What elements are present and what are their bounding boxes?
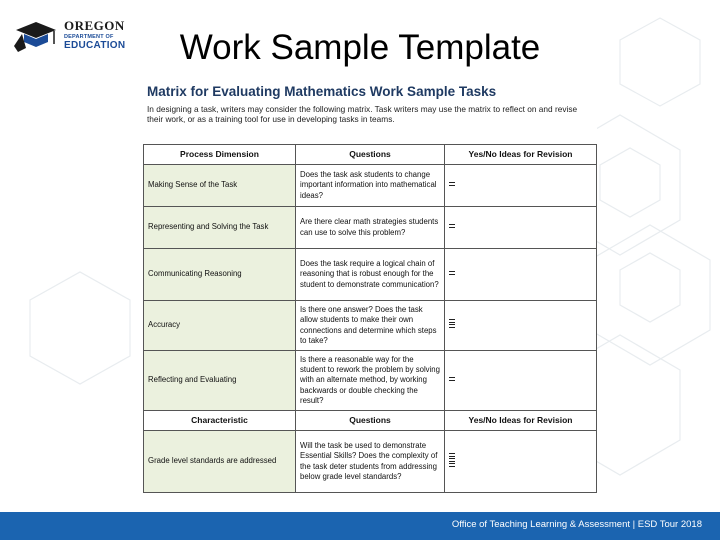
checkbox-group bbox=[449, 181, 455, 187]
logo-dept-line: DEPARTMENT OF bbox=[64, 34, 114, 40]
logo-org-name: OREGON bbox=[64, 18, 125, 33]
yes-no-cell bbox=[445, 165, 597, 207]
question-cell: Will the task be used to demonstrate Essential Skills? Does the complexity of the task deter students from addressing below grade level standards? bbox=[296, 431, 445, 493]
table-row bbox=[144, 165, 597, 207]
yes-no-cell bbox=[445, 301, 597, 351]
column-header: Process Dimension bbox=[144, 145, 296, 165]
logo-edu-line: EDUCATION bbox=[64, 40, 126, 51]
slide-title: Work Sample Template bbox=[179, 28, 541, 67]
table-row bbox=[144, 351, 597, 411]
dimension-cell: Reflecting and Evaluating bbox=[144, 351, 296, 411]
checkbox-group bbox=[449, 270, 455, 276]
yes-no-cell bbox=[445, 249, 597, 301]
dimension-cell: Representing and Solving the Task bbox=[144, 207, 296, 249]
column-header: Questions bbox=[296, 145, 445, 165]
question-cell: Is there a reasonable way for the student to rework the problem by solving with an alternate method, by working backwards or double checking the result? bbox=[296, 351, 445, 411]
yes-no-checkbox[interactable] bbox=[449, 377, 455, 381]
table-row bbox=[144, 207, 597, 249]
question-cell: Does the task ask students to change important information into mathematical ideas? bbox=[296, 165, 445, 207]
footer-bar bbox=[0, 512, 720, 540]
column-header: Yes/No Ideas for Revision bbox=[445, 411, 597, 431]
checkbox-group bbox=[449, 223, 455, 229]
yes-no-checkbox[interactable] bbox=[449, 324, 455, 328]
dimension-cell: Making Sense of the Task bbox=[144, 165, 296, 207]
checkbox-group bbox=[449, 452, 455, 468]
question-cell: Are there clear math strategies students can use to solve this problem? bbox=[296, 207, 445, 249]
document-intro: In designing a task, writers may consider the following matrix. Task writers may use the matrix to reflect on and revise their work, or as a training tool for use in developing tasks in teams. bbox=[147, 104, 578, 124]
checkbox-group bbox=[449, 376, 455, 382]
yes-no-checkbox[interactable] bbox=[449, 224, 455, 228]
yes-no-checkbox[interactable] bbox=[449, 319, 455, 323]
dimension-cell: Accuracy bbox=[144, 301, 296, 351]
yes-no-checkbox[interactable] bbox=[449, 453, 455, 457]
table-row bbox=[144, 301, 597, 351]
checkbox-group bbox=[449, 318, 455, 329]
yes-no-cell bbox=[445, 207, 597, 249]
column-header: Yes/No Ideas for Revision bbox=[445, 145, 597, 165]
dimension-cell: Grade level standards are addressed bbox=[144, 431, 296, 493]
yes-no-checkbox[interactable] bbox=[449, 463, 455, 467]
yes-no-checkbox[interactable] bbox=[449, 458, 455, 462]
table-row bbox=[144, 249, 597, 301]
yes-no-checkbox[interactable] bbox=[449, 182, 455, 186]
yes-no-cell bbox=[445, 431, 597, 493]
column-header: Questions bbox=[296, 411, 445, 431]
evaluation-matrix-table bbox=[143, 144, 597, 493]
section1-header-row bbox=[144, 145, 597, 165]
dimension-cell: Communicating Reasoning bbox=[144, 249, 296, 301]
document-image bbox=[143, 82, 597, 492]
section2-header-row bbox=[144, 411, 597, 431]
question-cell: Is there one answer? Does the task allow students to make their own connections and determine which steps to take? bbox=[296, 301, 445, 351]
column-header: Characteristic bbox=[144, 411, 296, 431]
footer-text: Office of Teaching Learning & Assessment | ESD Tour 2018 bbox=[451, 519, 702, 530]
question-cell: Does the task require a logical chain of reasoning that is robust enough for the student to demonstrate communication? bbox=[296, 249, 445, 301]
table-row bbox=[144, 431, 597, 493]
document-title: Matrix for Evaluating Mathematics Work Sample Tasks bbox=[147, 84, 497, 99]
yes-no-checkbox[interactable] bbox=[449, 271, 455, 275]
yes-no-cell bbox=[445, 351, 597, 411]
